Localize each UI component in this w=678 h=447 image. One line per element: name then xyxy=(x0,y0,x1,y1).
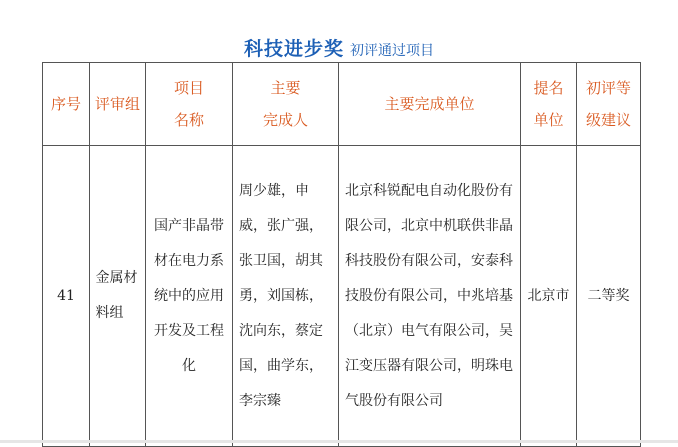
header-persons-label-line1: 主要 xyxy=(270,79,301,97)
award-table xyxy=(42,62,641,447)
cell-units xyxy=(339,146,521,447)
cell-nominator-text: 北京市 xyxy=(527,287,570,304)
title-sub: 初评通过项目 xyxy=(350,43,434,59)
cell-nominator xyxy=(521,146,577,447)
title-main: 科技进步奖 xyxy=(243,38,344,60)
page-title xyxy=(0,34,678,61)
header-project xyxy=(146,63,233,146)
header-grade-label-line2: 级建议 xyxy=(585,111,631,129)
cell-project xyxy=(146,146,233,447)
header-persons-label-line2: 完成人 xyxy=(262,111,308,129)
cell-project-text: 国产非晶带材在电力系统中的应用开发及工程化 xyxy=(154,217,224,374)
cell-number-text: 41 xyxy=(57,287,75,304)
header-number-label: 序号 xyxy=(50,95,81,113)
header-units-label: 主要完成单位 xyxy=(384,95,475,113)
cell-number xyxy=(43,146,90,447)
header-project-label-line2: 名称 xyxy=(173,111,204,129)
header-group-label: 评审组 xyxy=(94,95,140,113)
header-nominator-label-line2: 单位 xyxy=(533,111,564,129)
header-number xyxy=(43,63,90,146)
cell-group-text: 金属材料组 xyxy=(95,270,138,321)
cell-group xyxy=(90,146,146,447)
cell-persons xyxy=(233,146,339,447)
header-group xyxy=(90,63,146,146)
table-row xyxy=(43,146,641,447)
header-nominator-label-line1: 提名 xyxy=(533,79,564,97)
cell-grade xyxy=(577,146,641,447)
header-units xyxy=(339,63,521,146)
header-persons xyxy=(233,63,339,146)
header-grade-label-line1: 初评等 xyxy=(585,79,631,97)
cell-grade-text: 二等奖 xyxy=(587,287,630,304)
cell-persons-text: 周少雄，申威，张广强，张卫国，胡其勇，刘国栋，沈向东，蔡定国，曲学东，李宗臻 xyxy=(239,182,323,409)
header-nominator xyxy=(521,63,577,146)
header-row xyxy=(43,63,641,146)
header-grade xyxy=(577,63,641,146)
cell-units-text: 北京科锐配电自动化股份有限公司，北京中机联供非晶科技股份有限公司，安泰科技股份有限公司，中兆培基（北京）电气有限公司，吴江变压器有限公司，明珠电气股份有限公司 xyxy=(345,182,513,409)
header-project-label-line1: 项目 xyxy=(173,79,204,97)
